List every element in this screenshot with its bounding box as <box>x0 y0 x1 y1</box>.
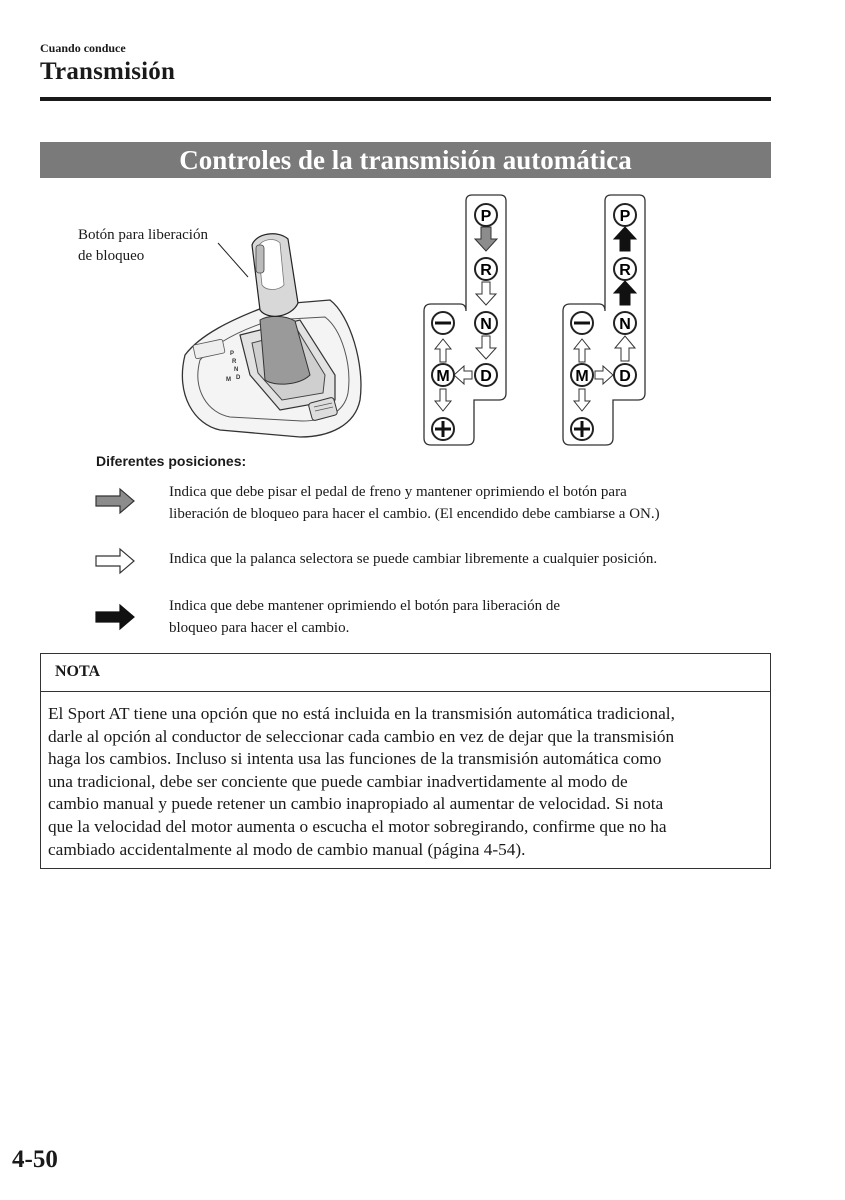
gear-m-label: M <box>575 368 589 385</box>
section-banner: Controles de la transmisión automática <box>40 142 771 178</box>
legend-line: bloqueo para hacer el cambio. <box>169 620 350 636</box>
gear-d-label: D <box>480 368 492 385</box>
note-line: que la velocidad del motor aumenta o escucha el motor sobregirando, confirme que no ha <box>48 816 667 836</box>
console-letter: M <box>226 377 231 383</box>
running-head: Cuando conduce <box>40 41 126 55</box>
note-line: cambio manual y puede retener un cambio inapropiado al aumentar de velocidad. Si nota <box>48 794 664 814</box>
gear-d-label: D <box>619 368 631 385</box>
black-arrow-icon <box>94 602 136 632</box>
legend-line: Indica que debe pisar el pedal de freno y mantener oprimiendo el botón para <box>169 484 627 500</box>
legend-heading: Diferentes posiciones: <box>96 453 247 469</box>
shift-gate-diagram-standard <box>414 193 524 448</box>
note-header <box>41 654 770 692</box>
page-number: 4-50 <box>12 1146 58 1173</box>
legend-line: Indica que la palanca selectora se puede cambiar libremente a cualquier posición. <box>169 551 658 567</box>
callout-line: de bloqueo <box>78 248 145 264</box>
console-letter: P <box>230 351 235 357</box>
legend-text <box>169 595 769 639</box>
note-line: darle al opción al conductor de seleccionar cada cambio en vez de dejar que la transmisión <box>48 726 675 746</box>
note-title: NOTA <box>55 663 101 680</box>
gear-p-label: P <box>619 208 631 225</box>
gear-m-label: M <box>436 368 450 385</box>
note-line: cambiado accidentalmente al modo de cambio manual (página 4-54). <box>48 839 526 859</box>
gear-r-label: R <box>619 262 631 279</box>
gray-arrow-icon <box>94 486 136 516</box>
header-rule <box>40 97 771 101</box>
legend-text <box>169 548 769 570</box>
legend-text <box>169 481 769 525</box>
gear-p-label: P <box>480 208 492 225</box>
legend-line: Indica que debe mantener oprimiendo el botón para liberación de <box>169 598 561 614</box>
legend-line: liberación de bloqueo para hacer el cambio. (El encendido debe cambiarse a ON.) <box>169 506 660 522</box>
outline-arrow-icon <box>94 546 136 576</box>
note-box <box>40 653 771 869</box>
console-letter: R <box>232 359 237 365</box>
note-line: El Sport AT tiene una opción que no está incluida en la transmisión automática tradicional, <box>48 704 675 723</box>
note-line: haga los cambios. Incluso si intenta usa las funciones de la transmisión automática como <box>48 749 662 769</box>
gear-n-label: N <box>619 316 631 333</box>
shift-gate-diagram-lock <box>553 193 663 448</box>
shifter-console-illustration <box>160 225 375 445</box>
note-line: una tradicional, debe ser conciente que puede cambiar inadvertidamente al modo de <box>48 771 628 791</box>
section-title: Transmisión <box>40 58 176 85</box>
callout-line: Botón para liberación <box>78 227 208 243</box>
console-letter: D <box>236 375 241 381</box>
gear-r-label: R <box>480 262 492 279</box>
callout-leader-line <box>218 243 248 277</box>
console-letter: N <box>234 367 239 373</box>
note-body <box>48 703 768 861</box>
gear-n-label: N <box>480 316 492 333</box>
